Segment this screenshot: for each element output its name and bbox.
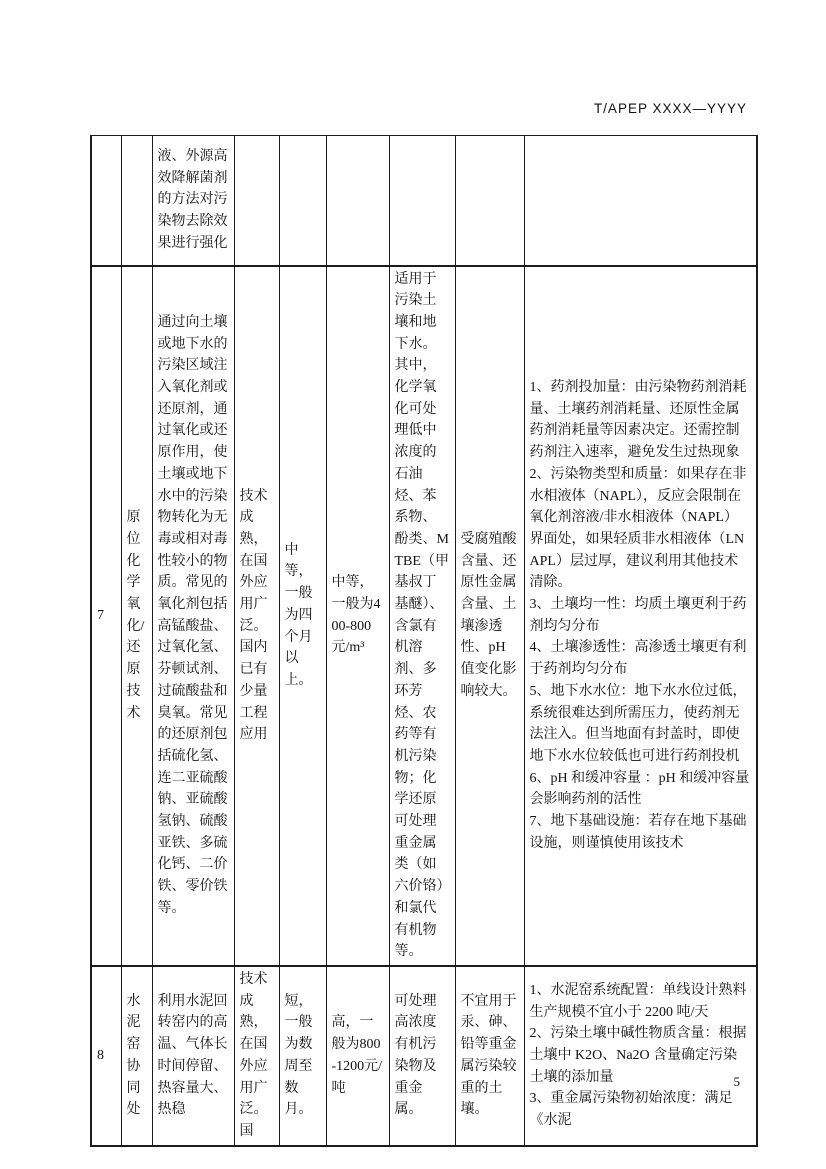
table-row-7 [91,266,757,967]
cell-limitations: 受腐殖酸含量、还原性金属含量、土壤渗透性、pH 值变化影响较大。 [455,266,524,967]
cell-empty-duration [279,136,326,266]
cell-empty-maturity [234,136,279,266]
table-row-8 [91,966,757,1146]
cell-empty-row-number [91,136,121,266]
page-number: 5 [733,1074,740,1089]
cell-technology-name: 水 泥 窑 协 同 处 [121,966,152,1146]
cell-row-number: 8 [91,966,121,1146]
cell-empty-applicability [389,136,455,266]
cell-technology-name: 原 位 化 学 氧 化/ 还 原 技 术 [121,266,152,967]
table-row-continuation [91,136,757,266]
remediation-technologies-table [90,135,758,1147]
cell-applicability: 可处理高浓度有机污染物及重金属。 [389,966,455,1146]
cell-applicability: 适用于污染土壤和地下水。其中，化学氧化可处理低中浓度的石油烃、苯系物、酚类、MTBE（甲基叔丁基醚）、含氯有机溶剂、多环芳烃、农药等有机污染物；化学还原可处理重金属类（如六价铬）和氯代有机物等。 [389,266,455,967]
cell-cost: 中等，一般为400-800元/m³ [326,266,389,967]
cell-cost: 高，一般为800-1200元/吨 [326,966,389,1146]
cell-row-number: 7 [91,266,121,967]
cell-empty-cost [326,136,389,266]
cell-principle-continuation: 液、外源高效降解菌剂的方法对污染物去除效果进行强化 [152,136,234,266]
cell-limitations: 不宜用于汞、砷、铅等重金属污染较重的土壤。 [455,966,524,1146]
cell-key-factors: 1、药剂投加量：由污染物药剂消耗量、土壤药剂消耗量、还原性金属药剂消耗量等因素决定。还需控制药剂注入速率，避免发生过热现象 2、污染物类型和质量：如果存在非水相液体（NAPL），反应会限制在氧化剂溶液/非水相液体（NAPL）界面处，如果轻质非水相液体（LNAPL）层过厚，建议利用其他技术清除。 3、土壤均一性：均质土壤更利于药剂均匀分布 4、土壤渗透性：高渗透土壤更有利于药剂均匀分布 5、地下水水位：地下水水位过低，系统很难达到所需压力，使药剂无法注入。但当地面有封盖时，即使地下水水位较低也可进行药剂投机 6、pH 和缓冲容量 ：pH 和缓冲容量会影响药剂的活性 7、地下基础设施：若存在地下基础设施，则谨慎使用该技术 [524,266,757,967]
cell-principle: 利用水泥回转窑内的高温、气体长时间停留、热容量大、热稳 [152,966,234,1146]
cell-duration: 短，一般为数周至数月。 [279,966,326,1146]
cell-empty-key-factors [524,136,757,266]
cell-duration: 中等，一般为四个月以上。 [279,266,326,967]
cell-empty-limitations [455,136,524,266]
cell-key-factors: 1、水泥窑系统配置：单线设计熟料生产规模不宜小于 2200 吨/天 2、污染土壤中碱性物质含量：根据土壤中 K2O、Na2O 含量确定污染土壤的添加量 3、重金属污染物初始浓度：满足《水泥 [524,966,757,1146]
running-header: T/APEP XXXX—YYYY [593,101,747,116]
cell-principle: 通过向土壤或地下水的污染区域注入氧化剂或还原剂，通过氧化或还原作用，使土壤或地下水中的污染物转化为无毒或相对毒性较小的物质。常见的氧化剂包括高锰酸盐、过氧化氢、芬顿试剂、过硫酸盐和臭氧。常见的还原剂包括硫化氢、连二亚硫酸钠、亚硫酸氢钠、硫酸亚铁、多硫化钙、二价铁、零价铁等。 [152,266,234,967]
cell-maturity: 技术成熟，在国外应用广泛。国内已有少量工程应用 [234,266,279,967]
cell-empty-technology-name [121,136,152,266]
cell-maturity: 技术成熟，在国外应用广泛。国 [234,966,279,1146]
